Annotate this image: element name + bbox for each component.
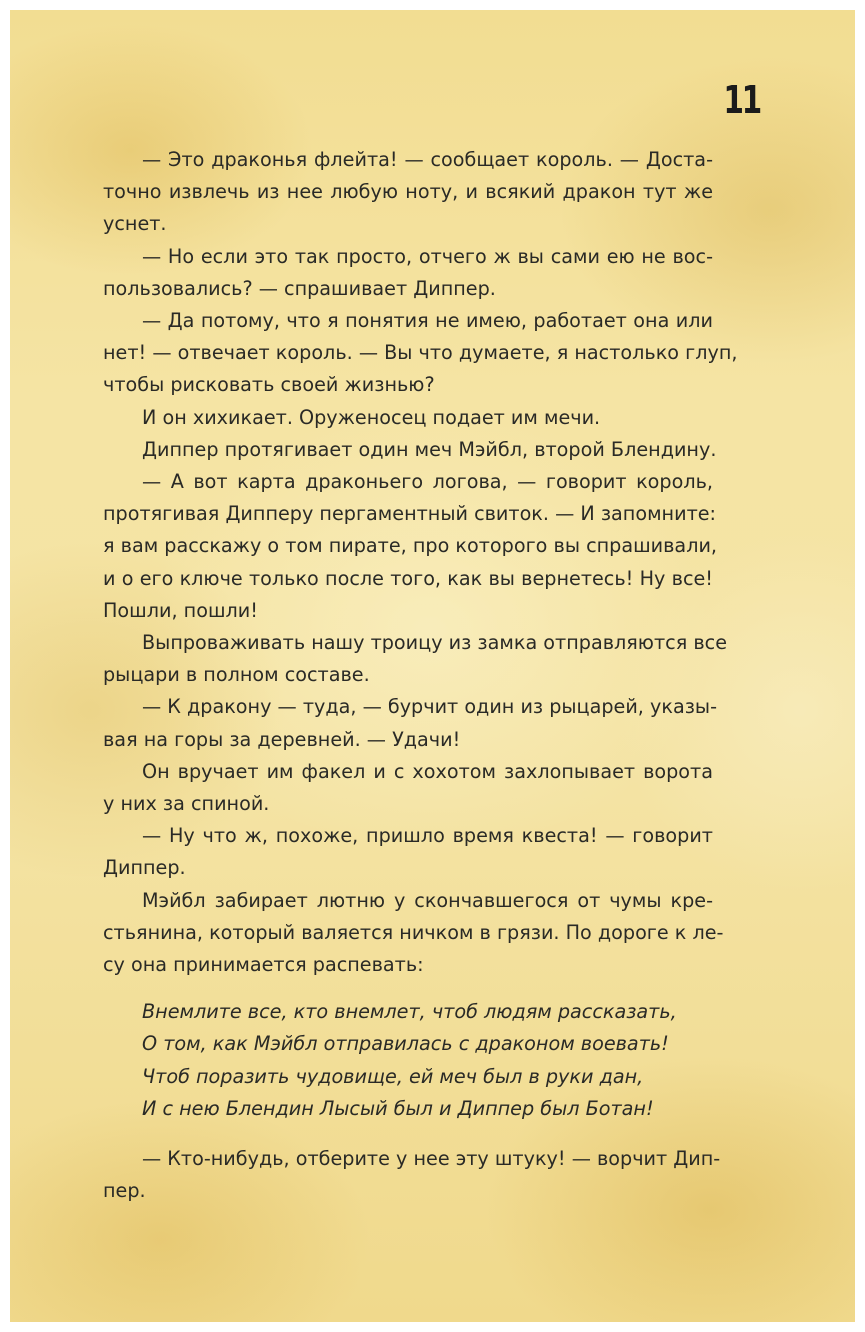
paragraph-line: Пошли, пошли! bbox=[103, 598, 258, 622]
paragraph bbox=[103, 305, 738, 402]
book-page bbox=[10, 10, 855, 1322]
paragraph-line: стьянина, который валяется ничком в грязи. По дороге к ле- bbox=[103, 920, 724, 944]
prose-before-poem bbox=[103, 144, 738, 981]
paragraph bbox=[103, 402, 713, 434]
paragraph-line: — Это драконья флейта! — сообщает король. — Доста- bbox=[142, 148, 713, 171]
paragraph bbox=[103, 434, 717, 466]
paragraph-line: Мэйбл забирает лютню у скончавшегося от чумы кре- bbox=[142, 888, 713, 912]
paragraph-line: точно извлечь из нее любую ноту, и всякий дракон тут же bbox=[103, 180, 713, 204]
paragraph-line: Выпроваживать нашу троицу из замка отправляются все bbox=[142, 631, 727, 655]
prose-after-poem bbox=[103, 1143, 721, 1207]
paragraph-line: — К дракону — туда, — бурчит один из рыцарей, указы- bbox=[142, 695, 717, 719]
paragraph bbox=[103, 144, 713, 241]
paragraph-line: — А вот карта драконьего логова, — говорит король, bbox=[142, 470, 713, 494]
paragraph bbox=[103, 241, 713, 305]
page-number: 11 bbox=[723, 78, 760, 122]
paragraph-line: нет! — отвечает король. — Вы что думаете, я настолько глуп, bbox=[103, 341, 738, 365]
paragraph bbox=[103, 1143, 721, 1207]
paragraph-line: Диппер протягивает один меч Мэйбл, второй Блендину. bbox=[142, 437, 717, 461]
poem-line: Чтоб поразить чудовище, ей меч был в руки дан, bbox=[142, 1064, 644, 1088]
paragraph-line: су она принимается распевать: bbox=[103, 953, 424, 977]
paragraph-line: И он хихикает. Оруженосец подает им мечи. bbox=[142, 405, 601, 429]
poem-line: Внемлите все, кто внемлет, чтоб людям рассказать, bbox=[142, 1000, 677, 1024]
paragraph-line: я вам расскажу о том пирате, про которого вы спрашивали, bbox=[103, 534, 718, 558]
paragraph-line: пер. bbox=[103, 1179, 146, 1203]
paragraph bbox=[103, 627, 727, 691]
poem-line: О том, как Мэйбл отправилась с драконом воевать! bbox=[142, 1032, 669, 1056]
paragraph-line: уснет. bbox=[103, 212, 167, 236]
paragraph-line: — Но если это так просто, отчего ж вы сами ею не вос- bbox=[142, 244, 713, 268]
paragraph bbox=[103, 466, 718, 627]
paragraph-line: — Ну что ж, похоже, пришло время квеста! — говорит bbox=[142, 824, 713, 848]
paragraph-line: вая на горы за деревней. — Удачи! bbox=[103, 727, 461, 751]
paragraph-line: чтобы рисковать своей жизнью? bbox=[103, 373, 435, 397]
paragraph-line: протягивая Дипперу пергаментный свиток. — И запомните: bbox=[103, 502, 717, 526]
paragraph bbox=[103, 820, 713, 884]
paragraph-line: рыцари в полном составе. bbox=[103, 663, 370, 687]
paragraph-line: — Кто-нибудь, отберите у нее эту штуку! — ворчит Дип- bbox=[142, 1147, 721, 1171]
paragraph-line: Диппер. bbox=[103, 856, 186, 880]
paragraph-line: Он вручает им факел и с хохотом захлопывает ворота bbox=[142, 759, 713, 783]
poem-line: И с нею Блендин Лысый был и Диппер был Ботан! bbox=[142, 1096, 654, 1120]
paragraph bbox=[103, 756, 713, 820]
paragraph bbox=[103, 691, 717, 755]
paragraph-line: у них за спиной. bbox=[103, 792, 270, 816]
poem-verse bbox=[142, 996, 713, 1125]
paragraph-line: и о его ключе только после того, как вы вернетесь! Ну все! bbox=[103, 566, 713, 590]
paragraph bbox=[103, 885, 724, 982]
paragraph-line: пользовались? — спрашивает Диппер. bbox=[103, 276, 496, 300]
paragraph-line: — Да потому, что я понятия не имею, работает она или bbox=[142, 309, 713, 333]
body-text bbox=[103, 144, 738, 1208]
